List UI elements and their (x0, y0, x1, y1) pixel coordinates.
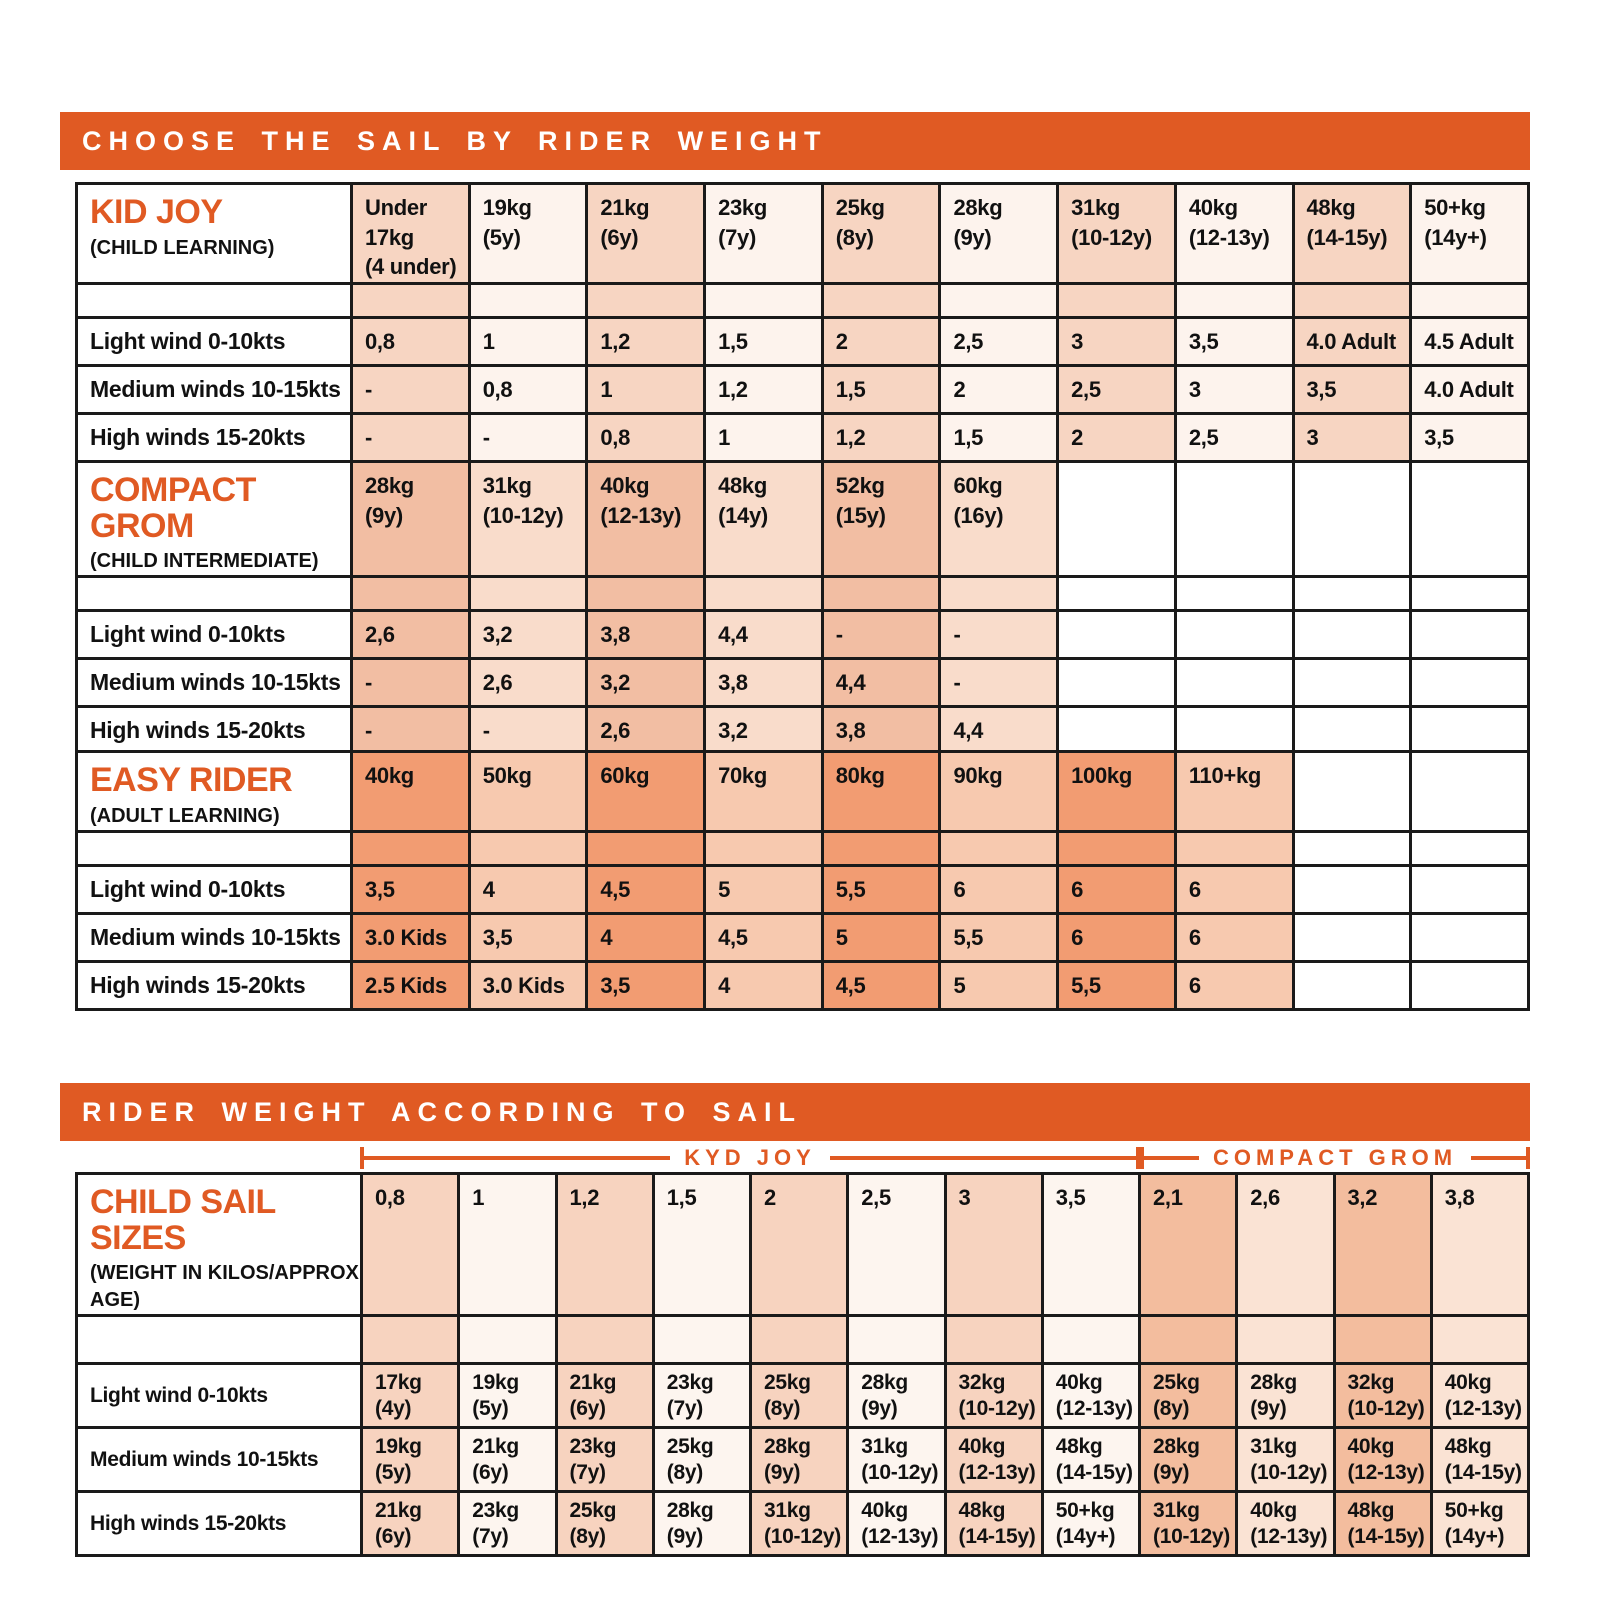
column-header-cell: 60kg (587, 752, 705, 832)
wind-condition-row (77, 659, 1529, 707)
column-header-cell: 60kg (16y) (940, 462, 1058, 577)
spacer-cell (1411, 577, 1529, 611)
rider-weight-cell: 40kg (12-13y) (1237, 1492, 1334, 1556)
spacer-cell (1058, 577, 1176, 611)
spacer-cell (751, 1316, 848, 1364)
choose-sail-by-rider-weight-banner: CHOOSE THE SAIL BY RIDER WEIGHT (60, 112, 1530, 170)
sail-size-cell: 1,5 (822, 366, 940, 414)
column-header-cell: 28kg (9y) (352, 462, 470, 577)
rider-weight-cell: 48kg (14-15y) (1431, 1428, 1528, 1492)
rider-weight-cell: 21kg (6y) (362, 1492, 459, 1556)
bracket-kyd-joy (360, 1146, 1140, 1170)
rider-weight-cell: 21kg (6y) (459, 1428, 556, 1492)
rider-weight-cell: 32kg (10-12y) (1334, 1364, 1431, 1428)
sail-size-cell (1175, 659, 1293, 707)
sail-size-cell (1293, 914, 1411, 962)
rider-weight-cell: 28kg (9y) (1237, 1364, 1334, 1428)
sail-size-cell: 6 (1058, 914, 1176, 962)
compact-grom-subtitle: (CHILD INTERMEDIATE) (90, 550, 319, 573)
wind-row-label: High winds 15-20kts (77, 962, 352, 1010)
sail-size-cell: 0,8 (587, 414, 705, 462)
sail-size-cell: 3,2 (469, 611, 587, 659)
wind-row-label: High winds 15-20kts (77, 414, 352, 462)
column-header-cell (1411, 462, 1529, 577)
sail-size-cell: 1,5 (940, 414, 1058, 462)
sail-size-cell: 5,5 (1058, 962, 1176, 1010)
sail-size-cell: 3,2 (587, 659, 705, 707)
sail-size-cell (1058, 611, 1176, 659)
kid-joy-subtitle: (CHILD LEARNING) (90, 236, 275, 259)
rider-weight-cell: 40kg (12-13y) (1334, 1428, 1431, 1492)
wind-row-label: High winds 15-20kts (77, 1492, 362, 1556)
sail-size-cell: 2 (1058, 414, 1176, 462)
rider-weight-cell: 40kg (12-13y) (848, 1492, 945, 1556)
wind-condition-row (77, 318, 1529, 366)
spacer-label-cell (77, 832, 352, 866)
sail-size-cell: 6 (1058, 866, 1176, 914)
spacer-cell (653, 1316, 750, 1364)
sail-size-cell: 5,5 (940, 914, 1058, 962)
sail-size-cell: 3 (1175, 366, 1293, 414)
column-header-cell (1293, 462, 1411, 577)
spacer-cell (822, 284, 940, 318)
sail-size-cell: 2 (822, 318, 940, 366)
column-header-cell: 2,5 (848, 1174, 945, 1316)
rider-weight-cell: 19kg (5y) (459, 1364, 556, 1428)
column-header-cell: 31kg (10-12y) (1058, 184, 1176, 284)
rider-weight-cell: 31kg (10-12y) (1237, 1428, 1334, 1492)
column-header-cell (1058, 462, 1176, 577)
column-header-cell: 1 (459, 1174, 556, 1316)
column-header-cell: 3,5 (1042, 1174, 1139, 1316)
sail-size-cell (1411, 962, 1529, 1010)
column-header-cell: 2,6 (1237, 1174, 1334, 1316)
spacer-cell (940, 832, 1058, 866)
column-header-cell: 110+kg (1175, 752, 1293, 832)
sail-size-cell (1411, 707, 1529, 755)
rider-weight-cell: 48kg (14-15y) (1042, 1428, 1139, 1492)
sail-group-brackets (360, 1146, 1530, 1170)
spacer-cell (945, 1316, 1042, 1364)
spacer-cell (940, 284, 1058, 318)
spacer-cell (1334, 1316, 1431, 1364)
sail-size-cell: 3,2 (705, 707, 823, 755)
sail-size-cell: 1,2 (705, 366, 823, 414)
rider-weight-cell: 25kg (8y) (653, 1428, 750, 1492)
sail-size-cell: - (352, 707, 470, 755)
sail-size-cell: 3,5 (352, 866, 470, 914)
column-header-cell: 90kg (940, 752, 1058, 832)
column-header-cell: 48kg (14y) (705, 462, 823, 577)
rider-weight-cell: 50+kg (14y+) (1431, 1492, 1528, 1556)
spacer-cell (1175, 832, 1293, 866)
rider-weight-cell: 28kg (9y) (848, 1364, 945, 1428)
spacer-cell (1411, 284, 1529, 318)
sail-size-cell (1411, 611, 1529, 659)
column-header-cell: 31kg (10-12y) (469, 462, 587, 577)
sail-size-cell: 6 (1175, 962, 1293, 1010)
sail-size-cell: 2,6 (587, 707, 705, 755)
spacer-cell (848, 1316, 945, 1364)
sail-size-cell (1058, 707, 1176, 755)
sail-size-cell: 4 (469, 866, 587, 914)
column-header-cell: 1,2 (556, 1174, 653, 1316)
compact-grom-table (75, 460, 1530, 756)
spacer-cell (1431, 1316, 1528, 1364)
sail-size-cell: - (469, 707, 587, 755)
sail-size-cell: 0,8 (352, 318, 470, 366)
rider-weight-cell: 50+kg (14y+) (1042, 1492, 1139, 1556)
child-sail-sizes-title: CHILD SAIL SIZES (90, 1183, 276, 1257)
spacer-cell (587, 832, 705, 866)
spacer-cell (459, 1316, 556, 1364)
spacer-cell (1411, 832, 1529, 866)
rider-weight-cell: 31kg (10-12y) (751, 1492, 848, 1556)
spacer-cell (940, 577, 1058, 611)
wind-row-label: Light wind 0-10kts (77, 318, 352, 366)
sail-size-cell: 5 (822, 914, 940, 962)
sail-size-cell: 6 (1175, 914, 1293, 962)
sail-size-cell: 4,4 (705, 611, 823, 659)
kid-joy-title-cell (77, 184, 352, 284)
sail-size-cell: 4,5 (587, 866, 705, 914)
sail-size-cell: 1,5 (705, 318, 823, 366)
sail-size-cell: 4.5 Adult (1411, 318, 1529, 366)
bracket-label: KYD JOY (684, 1145, 816, 1170)
spacer-cell (822, 832, 940, 866)
sail-size-cell: 3,8 (587, 611, 705, 659)
sail-size-cell: 5,5 (822, 866, 940, 914)
column-header-cell: 1,5 (653, 1174, 750, 1316)
sail-size-cell: 2 (940, 366, 1058, 414)
sail-size-cell: - (822, 611, 940, 659)
wind-condition-row (77, 1428, 1529, 1492)
sail-size-cell: - (352, 366, 470, 414)
wind-row-label: Light wind 0-10kts (77, 866, 352, 914)
wind-condition-row (77, 611, 1529, 659)
sail-size-cell (1411, 914, 1529, 962)
column-header-cell: 3,2 (1334, 1174, 1431, 1316)
sail-size-cell: 1,2 (822, 414, 940, 462)
sail-size-cell: 3,5 (1411, 414, 1529, 462)
wind-condition-row (77, 366, 1529, 414)
sail-size-cell (1411, 659, 1529, 707)
sail-size-cell: 3,5 (587, 962, 705, 1010)
wind-condition-row (77, 1364, 1529, 1428)
sail-size-cell: 4.0 Adult (1411, 366, 1529, 414)
wind-condition-row (77, 414, 1529, 462)
sail-size-cell (1293, 659, 1411, 707)
column-header-cell: 48kg (14-15y) (1293, 184, 1411, 284)
column-header-cell: 0,8 (362, 1174, 459, 1316)
wind-row-label: Light wind 0-10kts (77, 611, 352, 659)
spacer-cell (587, 577, 705, 611)
bracket-compact-grom (1140, 1146, 1530, 1170)
sail-size-cell: 4 (705, 962, 823, 1010)
sail-size-cell: 6 (940, 866, 1058, 914)
sail-size-cell: 4.0 Adult (1293, 318, 1411, 366)
rider-weight-cell: 40kg (12-13y) (1431, 1364, 1528, 1428)
spacer-label-cell (77, 577, 352, 611)
sail-size-cell: 0,8 (469, 366, 587, 414)
spacer-cell (1237, 1316, 1334, 1364)
rider-weight-cell: 48kg (14-15y) (1334, 1492, 1431, 1556)
sail-size-cell: - (352, 414, 470, 462)
column-header-cell: 3 (945, 1174, 1042, 1316)
sail-size-cell: 5 (705, 866, 823, 914)
sail-size-cell: 2,6 (352, 611, 470, 659)
sail-size-cell (1411, 866, 1529, 914)
rider-weight-cell: 32kg (10-12y) (945, 1364, 1042, 1428)
wind-condition-row (77, 962, 1529, 1010)
rider-weight-cell: 25kg (8y) (556, 1492, 653, 1556)
sail-size-cell: 4,5 (705, 914, 823, 962)
sail-size-cell: 1,2 (587, 318, 705, 366)
rider-weight-cell: 23kg (7y) (653, 1364, 750, 1428)
spacer-cell (705, 577, 823, 611)
wind-row-label: Medium winds 10-15kts (77, 659, 352, 707)
rider-weight-cell: 28kg (9y) (751, 1428, 848, 1492)
compact-grom-title-cell (77, 462, 352, 577)
sail-size-cell (1293, 707, 1411, 755)
rider-weight-cell: 31kg (10-12y) (1140, 1492, 1237, 1556)
spacer-cell (352, 284, 470, 318)
child-sail-sizes-table (75, 1172, 1530, 1557)
bracket-label: COMPACT GROM (1212, 1145, 1458, 1170)
spacer-cell (1293, 577, 1411, 611)
spacer-cell (469, 284, 587, 318)
column-header-cell: 25kg (8y) (822, 184, 940, 284)
spacer-cell (705, 832, 823, 866)
wind-row-label: Medium winds 10-15kts (77, 366, 352, 414)
rider-weight-cell: 23kg (7y) (556, 1428, 653, 1492)
easy-rider-title: EASY RIDER (90, 761, 293, 799)
column-header-cell: 80kg (822, 752, 940, 832)
column-header-cell: 50+kg (14y+) (1411, 184, 1529, 284)
sail-size-cell: - (940, 611, 1058, 659)
spacer-cell (469, 577, 587, 611)
sail-size-cell: 1 (587, 366, 705, 414)
spacer-cell (1042, 1316, 1139, 1364)
column-header-cell (1293, 752, 1411, 832)
wind-row-label: Medium winds 10-15kts (77, 1428, 362, 1492)
spacer-cell (587, 284, 705, 318)
column-header-cell: 2,1 (1140, 1174, 1237, 1316)
column-header-cell: 21kg (6y) (587, 184, 705, 284)
spacer-cell (705, 284, 823, 318)
sail-size-cell: 2,5 (940, 318, 1058, 366)
column-header-cell: 28kg (9y) (940, 184, 1058, 284)
column-header-cell: 40kg (352, 752, 470, 832)
sail-size-cell: - (469, 414, 587, 462)
column-header-cell: 100kg (1058, 752, 1176, 832)
sail-size-cell: 5 (940, 962, 1058, 1010)
sail-size-cell: 3,5 (1293, 366, 1411, 414)
sail-size-cell: 1 (705, 414, 823, 462)
sail-size-cell (1293, 866, 1411, 914)
rider-weight-cell: 28kg (9y) (653, 1492, 750, 1556)
rider-weight-cell: 40kg (12-13y) (1042, 1364, 1139, 1428)
spacer-cell (822, 577, 940, 611)
sail-size-cell: 3,8 (822, 707, 940, 755)
sail-size-cell (1175, 611, 1293, 659)
spacer-label-cell (77, 1316, 362, 1364)
column-header-cell: 50kg (469, 752, 587, 832)
spacer-cell (469, 832, 587, 866)
spacer-cell (1058, 832, 1176, 866)
sail-size-cell: 2,5 (1058, 366, 1176, 414)
sail-size-cell: 2,6 (469, 659, 587, 707)
easy-rider-title-cell (77, 752, 352, 832)
sail-size-cell: 6 (1175, 866, 1293, 914)
spacer-cell (1175, 284, 1293, 318)
spacer-cell (352, 577, 470, 611)
spacer-cell (1140, 1316, 1237, 1364)
column-header-cell: 52kg (15y) (822, 462, 940, 577)
sail-size-cell (1058, 659, 1176, 707)
spacer-cell (556, 1316, 653, 1364)
wind-condition-row (77, 1492, 1529, 1556)
rider-weight-cell: 25kg (8y) (751, 1364, 848, 1428)
rider-weight-cell: 19kg (5y) (362, 1428, 459, 1492)
rider-weight-cell: 25kg (8y) (1140, 1364, 1237, 1428)
sail-size-cell: 3,8 (705, 659, 823, 707)
sail-size-cell: 3.0 Kids (352, 914, 470, 962)
sail-size-cell: 2.5 Kids (352, 962, 470, 1010)
rider-weight-according-to-sail-banner: RIDER WEIGHT ACCORDING TO SAIL (60, 1083, 1530, 1141)
child-sail-sizes-subtitle: (WEIGHT IN KILOS/APPROX AGE) (90, 1262, 359, 1312)
sail-size-cell: 4,4 (822, 659, 940, 707)
easy-rider-table (75, 750, 1530, 1011)
sail-size-cell: 2,5 (1175, 414, 1293, 462)
rider-weight-cell: 28kg (9y) (1140, 1428, 1237, 1492)
column-header-cell: 3,8 (1431, 1174, 1528, 1316)
column-header-cell (1175, 462, 1293, 577)
sail-size-cell (1175, 707, 1293, 755)
rider-weight-cell: 48kg (14-15y) (945, 1492, 1042, 1556)
wind-row-label: Medium winds 10-15kts (77, 914, 352, 962)
column-header-cell (1411, 752, 1529, 832)
column-header-cell: 2 (751, 1174, 848, 1316)
rider-weight-cell: 21kg (6y) (556, 1364, 653, 1428)
sail-size-cell: 4,5 (822, 962, 940, 1010)
easy-rider-subtitle: (ADULT LEARNING) (90, 804, 280, 827)
kid-joy-title: KID JOY (90, 193, 223, 231)
sail-size-cell: 3,5 (1175, 318, 1293, 366)
sail-size-cell: 4 (587, 914, 705, 962)
column-header-cell: 23kg (7y) (705, 184, 823, 284)
sail-size-cell: 3,5 (469, 914, 587, 962)
sail-size-cell (1293, 611, 1411, 659)
spacer-cell (1293, 832, 1411, 866)
kid-joy-table (75, 182, 1530, 463)
column-header-cell: 40kg (12-13y) (1175, 184, 1293, 284)
sail-size-cell: 3 (1058, 318, 1176, 366)
rider-weight-cell: 23kg (7y) (459, 1492, 556, 1556)
sail-size-cell: 1 (469, 318, 587, 366)
sail-size-cell: - (940, 659, 1058, 707)
column-header-cell: Under 17kg (4 under) (352, 184, 470, 284)
wind-row-label: Light wind 0-10kts (77, 1364, 362, 1428)
sail-size-cell: 3.0 Kids (469, 962, 587, 1010)
wind-condition-row (77, 914, 1529, 962)
sail-size-cell: 4,4 (940, 707, 1058, 755)
spacer-cell (352, 832, 470, 866)
wind-condition-row (77, 866, 1529, 914)
column-header-cell: 40kg (12-13y) (587, 462, 705, 577)
spacer-cell (1175, 577, 1293, 611)
sail-size-cell: 3 (1293, 414, 1411, 462)
column-header-cell: 19kg (5y) (469, 184, 587, 284)
rider-weight-cell: 31kg (10-12y) (848, 1428, 945, 1492)
spacer-cell (1058, 284, 1176, 318)
child-sail-sizes-title-cell (77, 1174, 362, 1316)
sail-size-cell: - (352, 659, 470, 707)
spacer-cell (362, 1316, 459, 1364)
column-header-cell: 70kg (705, 752, 823, 832)
spacer-cell (1293, 284, 1411, 318)
compact-grom-title: COMPACT GROM (90, 471, 256, 545)
rider-weight-cell: 17kg (4y) (362, 1364, 459, 1428)
sail-size-cell (1293, 962, 1411, 1010)
wind-row-label: High winds 15-20kts (77, 707, 352, 755)
rider-weight-cell: 40kg (12-13y) (945, 1428, 1042, 1492)
spacer-label-cell (77, 284, 352, 318)
wind-condition-row (77, 707, 1529, 755)
